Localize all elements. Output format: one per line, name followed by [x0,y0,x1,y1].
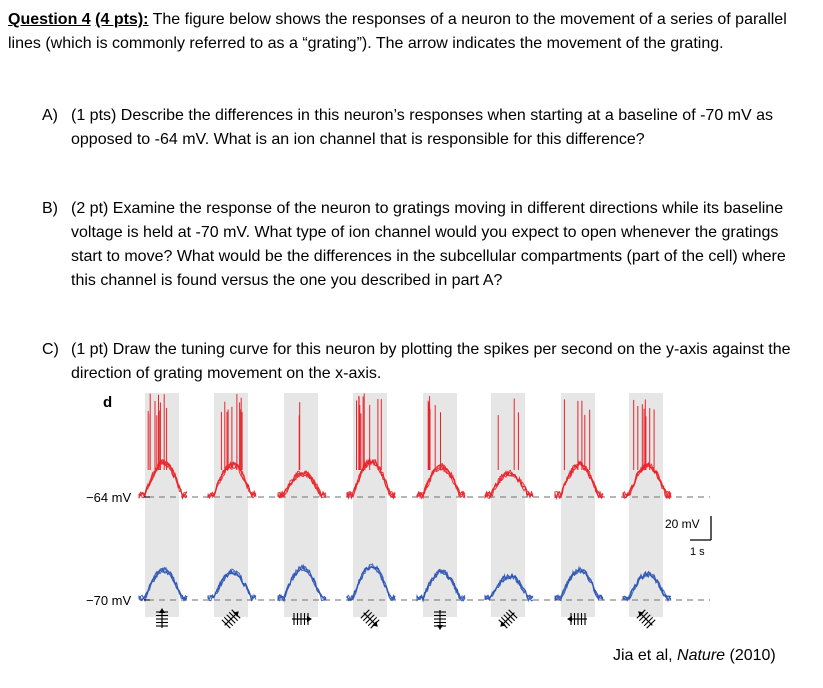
baseline-label-top: −64 mV [86,490,132,505]
citation-authors: Jia et al, [613,647,678,664]
part-a-label: A) [42,107,58,124]
baseline-label-bottom: −70 mV [86,593,132,608]
part-b-text: (2 pt) Examine the response of the neuron to gratings moving in different directions while its baseline voltage is held at -70 mV. What type of ion channel would you expect to open whenever the gratings start to move? What would be the differences in the subcellular compartments (part of the cell) where this channel is found versus the one you described in part A? [71,200,786,289]
part-c-text: (1 pt) Draw the tuning curve for this neuron by plotting the spikes per second on the y-axis against the direction of grating movement on the x-axis. [71,341,791,382]
question-heading: Question 4 [8,11,91,28]
stimulus-band [284,393,318,617]
citation-journal: Nature [677,647,726,664]
question-text: The figure below shows the responses of a neuron to the movement of a series of parallel lines (which is commonly referred to as a “grating”). The arrow indicates the movement of the grating. [8,11,787,52]
question-points: (4 pts): [95,11,149,28]
panel-label: d [103,394,113,411]
part-c-label: C) [42,341,59,358]
scale-label-voltage: 20 mV [665,517,700,531]
citation [613,647,776,665]
part-a-text: (1 pts) Describe the differences in this neuron’s responses when starting at a baseline of -70 mV as opposed to -64 mV. What is an ion channel that is responsible for this difference? [71,107,774,148]
scale-bar [665,516,711,558]
part-b-label: B) [42,200,58,217]
scale-label-time: 1 s [690,546,705,558]
citation-year: (2010) [725,647,776,664]
